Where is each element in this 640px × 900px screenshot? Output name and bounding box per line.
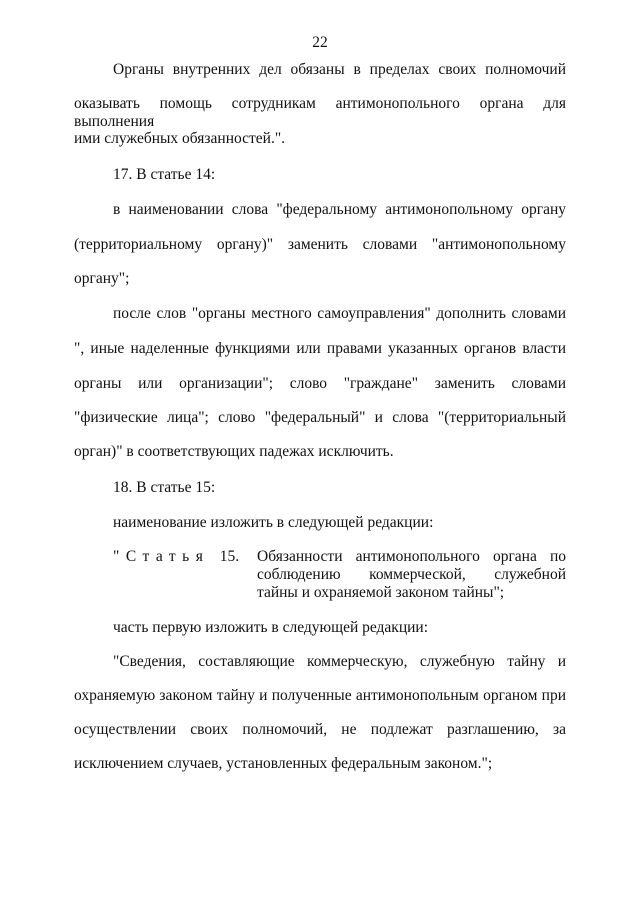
article-word: "Статья [113,548,210,565]
paragraph-line: исключением случаев, установленных федеральным законом."; [74,755,493,772]
paragraph-line: оказывать помощь сотрудникам антимонопольного органа для выполнения [74,95,566,130]
paragraph-line: осуществлении своих полномочий, не подлежат разглашению, за [74,721,566,738]
section-item-18: 18. В статье 15: [113,479,216,496]
article-label [113,548,239,566]
article-number: 15. [219,548,240,565]
article-title-line: Обязанности антимонопольного органа по [257,548,566,565]
paragraph-line: ", иные наделенные функциями или правами указанных органов власти [74,340,566,357]
paragraph-line: (территориальному органу)" заменить словами "антимонопольному [74,236,566,253]
paragraph-line: "Сведения, составляющие коммерческую, служебную тайну и [113,653,566,670]
paragraph-line: в наименовании слова "федеральному антимонопольному органу [113,201,566,218]
section-item-17: 17. В статье 14: [113,166,216,183]
paragraph-line: ими служебных обязанностей.". [74,130,286,147]
article-title [257,548,566,602]
article-title-line: тайны и охраняемой законом тайны"; [257,584,505,601]
page-number: 22 [312,34,328,51]
paragraph-line: Органы внутренних дел обязаны в пределах своих полномочий [113,61,566,78]
paragraph-line: орган)" в соответствующих падежах исключить. [74,443,394,460]
paragraph-line: органы или организации"; слово "граждане" заменить словами [74,375,566,392]
paragraph-line: часть первую изложить в следующей редакции: [113,619,429,636]
paragraph-line: после слов "органы местного самоуправления" дополнить словами [113,305,566,322]
paragraph-line: органу"; [74,270,130,287]
paragraph-line: "физические лица"; слово "федеральный" и слова "(территориальный [74,409,566,426]
article-heading-block [113,548,566,608]
paragraph-line: наименование изложить в следующей редакции: [113,514,434,531]
paragraph-line: охраняемую законом тайну и полученные антимонопольным органом при [74,687,566,704]
article-title-line: соблюдению коммерческой, служебной [257,566,566,583]
